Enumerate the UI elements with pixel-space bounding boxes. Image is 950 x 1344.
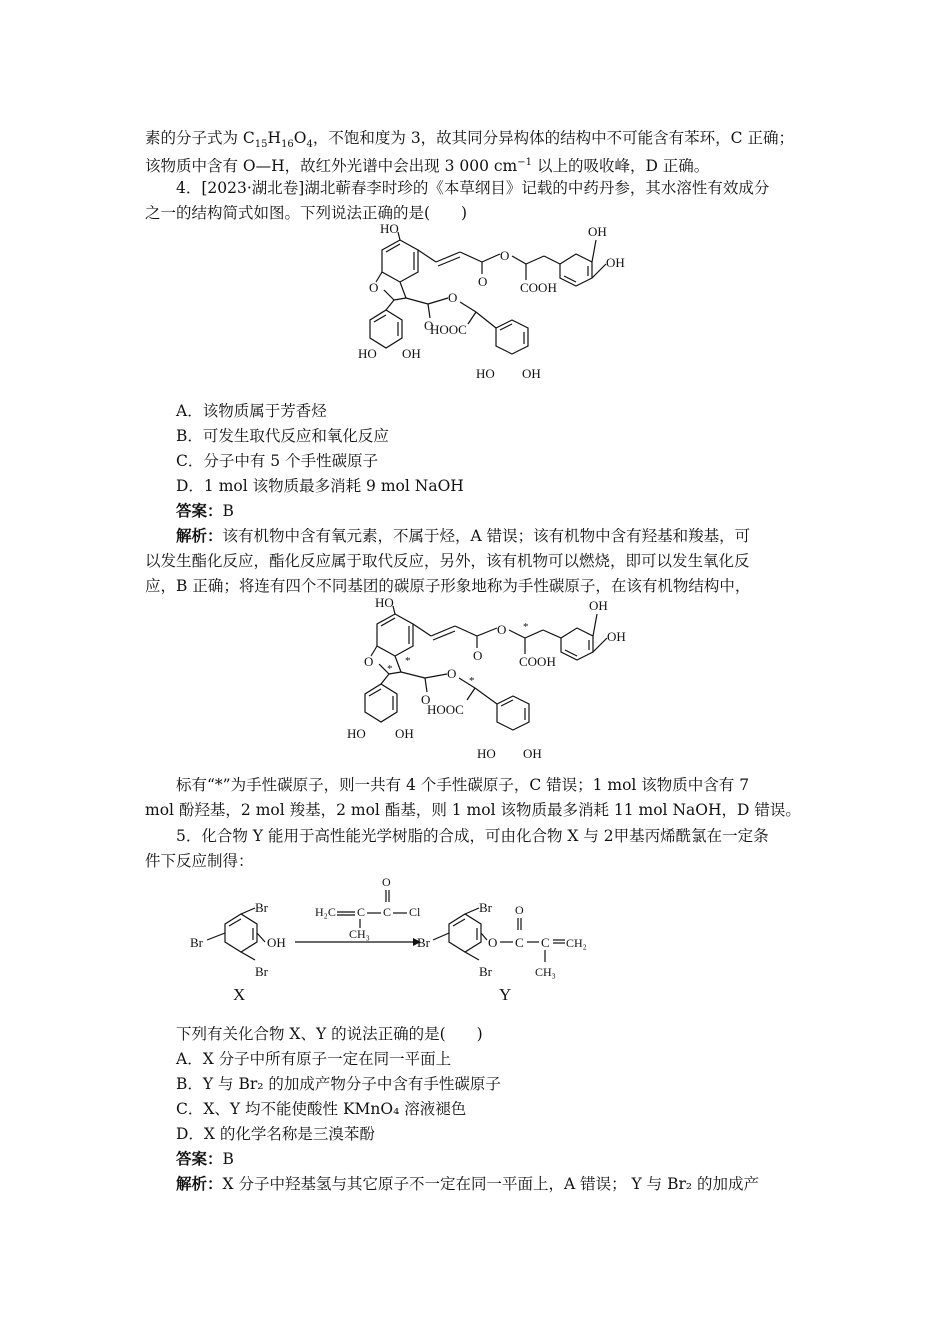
q5-question: 下列有关化合物 X、Y 的说法正确的是( ) <box>176 1025 483 1043</box>
struct-label: HO <box>380 222 399 236</box>
text-segment: 以上的吸收峰，D 正确。 <box>532 157 710 176</box>
struct-label: OH <box>589 598 608 613</box>
struct-label: OH <box>607 629 626 644</box>
answer-label: 答案： <box>176 1149 223 1168</box>
q4-option-d: D．1 mol 该物质最多消耗 9 mol NaOH <box>176 477 464 495</box>
reagent-label: Cl <box>409 905 421 919</box>
q4-stem-2: 之一的结构简式如图。下列说法正确的是( ) <box>145 204 468 222</box>
q4-answer <box>176 501 846 521</box>
struct-label: HO <box>477 746 496 761</box>
struct-label: OH <box>588 224 607 239</box>
struct-label: O <box>424 318 434 333</box>
struct-label: OH <box>523 746 542 761</box>
struct-label: O <box>478 274 488 289</box>
intro-line-2 <box>145 153 815 176</box>
struct-label: HOOC <box>430 322 467 337</box>
reagent-label: CH₃ <box>535 965 556 979</box>
q4-option-b: B．可发生取代反应和氧化反应 <box>176 427 389 445</box>
text-segment: 素的分子式为 C <box>145 129 255 147</box>
salvianolic-acid-chiral-structure <box>335 596 645 766</box>
struct-label: OH <box>402 346 421 361</box>
answer-value: B <box>222 502 234 520</box>
reagent-label: Br <box>255 900 268 915</box>
q5-stem-1: 5．化合物 Y 能用于高性能光学树脂的合成，可由化合物 X 与 2甲基丙烯酰氯在一定条 <box>176 827 769 845</box>
struct-label: O <box>473 648 483 663</box>
q5-stem-2: 件下反应制得： <box>145 852 254 870</box>
q4-analysis-4: 标有“*”为手性碳原子，则一共有 4 个手性碳原子，C 错误；1 mol 该物质中含有 7 <box>176 776 750 794</box>
q4-analysis-2: 以发生酯化反应，酯化反应属于取代反应，另外，该有机物可以燃烧，即可以发生氧化反 <box>145 552 750 570</box>
reagent-label: O <box>382 875 391 889</box>
analysis-label: 解析： <box>176 1174 223 1193</box>
analysis-text: X 分子中羟基氢与其它原子不一定在同一平面上，A 错误； Y 与 Br₂ 的加成产 <box>222 1175 760 1193</box>
struct-label: COOH <box>520 280 557 295</box>
struct-label: O <box>447 666 457 681</box>
q5-option-b: B．Y 与 Br₂ 的加成产物分子中含有手性碳原子 <box>176 1075 501 1093</box>
chiral-star: * <box>405 655 411 667</box>
intro-line-1 <box>145 128 815 155</box>
chiral-star: * <box>387 663 393 675</box>
struct-label: HO <box>358 346 377 361</box>
text-segment: 该物质中含有 O—H，故红外光谱中会出现 3 000 cm <box>145 157 518 176</box>
answer-label: 答案： <box>176 501 223 520</box>
answer-value: B <box>222 1150 234 1168</box>
reagent-label: C <box>383 905 392 919</box>
q4-analysis-1 <box>176 526 846 546</box>
struct-label: O <box>421 692 431 707</box>
text-segment: O <box>293 129 307 147</box>
reagent-label: C <box>515 935 524 950</box>
reagent-label: OH <box>267 935 286 950</box>
compound-x-label: X <box>233 985 246 1004</box>
struct-label: OH <box>395 726 414 741</box>
reaction-scheme <box>185 872 605 1007</box>
q4-option-c: C．分子中有 5 个手性碳原子 <box>176 452 379 470</box>
salvianolic-acid-structure <box>340 222 640 387</box>
struct-label: HOOC <box>427 702 464 717</box>
reagent-label: Br <box>190 935 203 950</box>
reagent-label: Br <box>417 935 430 950</box>
q5-answer <box>176 1149 846 1169</box>
q4-analysis-5: mol 酚羟基，2 mol 羧基，2 mol 酯基，则 1 mol 该物质最多消耗 11 mol NaOH，D 错误。 <box>145 801 801 819</box>
reagent-label: H₂C <box>315 905 336 919</box>
subscript: 16 <box>281 139 294 151</box>
chiral-star: * <box>523 621 529 633</box>
reagent-label: O <box>488 935 498 950</box>
reagent-label: O <box>515 903 524 917</box>
q5-option-a: A．X 分子中所有原子一定在同一平面上 <box>176 1050 452 1068</box>
analysis-text: 该有机物中含有氧元素，不属于烃，A 错误；该有机物中含有羟基和羧基，可 <box>222 527 751 545</box>
struct-label: O <box>500 248 510 263</box>
struct-label: O <box>369 280 379 295</box>
struct-label: HO <box>347 726 366 741</box>
subscript: 15 <box>254 139 268 151</box>
struct-label: HO <box>375 596 394 610</box>
q5-analysis-1 <box>176 1174 846 1194</box>
reagent-label: C <box>541 935 550 950</box>
q5-option-c: C．X、Y 均不能使酸性 KMnO₄ 溶液褪色 <box>176 1100 467 1118</box>
reagent-label: C <box>357 905 366 919</box>
struct-label: COOH <box>519 654 556 669</box>
compound-y-label: Y <box>499 985 512 1004</box>
struct-label: OH <box>522 366 541 381</box>
reagent-label: Br <box>255 964 268 979</box>
q4-option-a: A．该物质属于芳香烃 <box>176 402 327 420</box>
reagent-label: CH₃ <box>349 927 370 941</box>
struct-label: O <box>497 622 507 637</box>
subscript: 4 <box>306 139 313 151</box>
text-segment: ，不饱和度为 3，故其同分异构体的结构中不可能含有苯环，C 正确； <box>312 129 794 147</box>
q4-analysis-3: 应，B 正确；将连有四个不同基团的碳原子形象地称为手性碳原子，在该有机物结构中， <box>145 577 751 595</box>
chiral-star: * <box>469 675 475 687</box>
superscript: −1 <box>517 157 533 168</box>
struct-label: HO <box>476 366 495 381</box>
struct-label: OH <box>606 255 625 270</box>
struct-label: O <box>448 290 458 305</box>
struct-label: O <box>364 654 374 669</box>
reagent-label: CH₂ <box>566 936 587 950</box>
reagent-label: Br <box>479 900 492 915</box>
analysis-label: 解析： <box>176 526 223 545</box>
reagent-label: Br <box>479 964 492 979</box>
q4-stem-1: 4．[2023·湖北卷]湖北蕲春李时珍的《本草纲目》记载的中药丹参，其水溶性有效成分 <box>176 179 770 197</box>
text-segment: H <box>267 129 282 147</box>
q5-option-d: D．X 的化学名称是三溴苯酚 <box>176 1125 375 1143</box>
